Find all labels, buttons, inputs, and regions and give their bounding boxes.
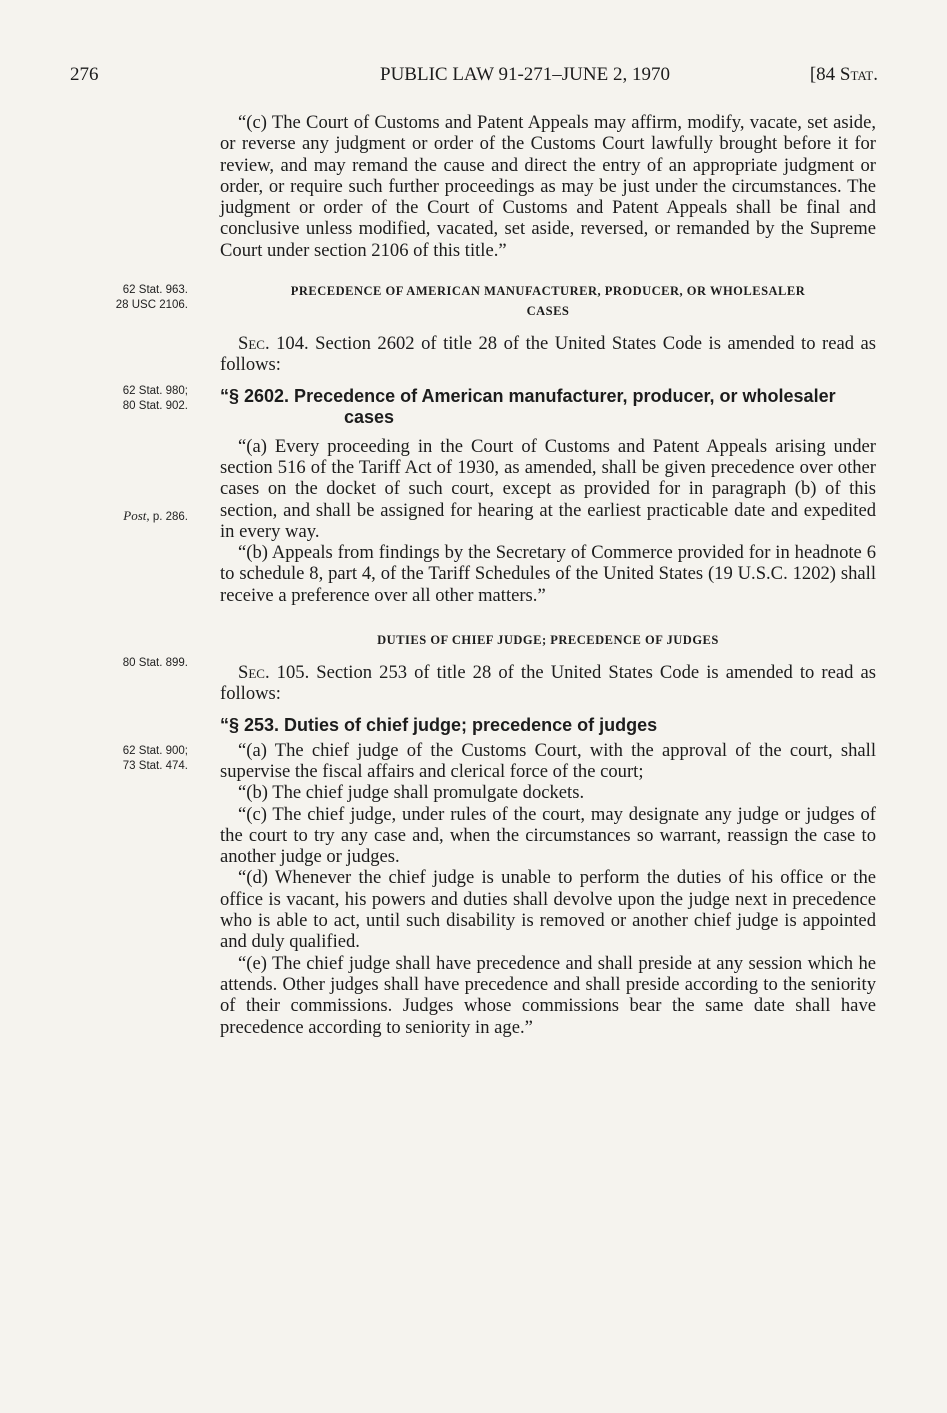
margin-note-5 <box>70 744 188 774</box>
margin-note-line <box>70 508 188 525</box>
spacer <box>220 606 876 630</box>
running-title: PUBLIC LAW 91-271–JUNE 2, 1970 <box>380 64 670 85</box>
section-text: Section 253 of title 28 of the United States Code is amended to read as follows: <box>220 662 876 705</box>
spacer <box>220 376 876 386</box>
margin-note-4 <box>70 656 188 671</box>
margin-note-line: 62 Stat. 900; <box>122 745 188 757</box>
spacer <box>220 705 876 715</box>
volume-suffix: Stat. <box>839 64 878 85</box>
margin-note-line: 80 Stat. 899. <box>122 657 188 669</box>
section-105 <box>220 662 876 705</box>
section-label: Sec. 104. <box>238 333 309 355</box>
margin-note-line: 62 Stat. 980; <box>122 385 188 397</box>
paragraph-253-d: “(d) Whenever the chief judge is unable to perform the duties of his office or the office is vacant, his powers and duties shall devolve upon the judge next in precedence who is able to act, until such disability is removed or another chief judge is appointed and duly qualified. <box>220 867 876 953</box>
page-header <box>70 64 878 94</box>
main-text <box>220 112 876 1038</box>
margin-note-line: 73 Stat. 474. <box>122 760 188 772</box>
margin-note-line: 28 USC 2106. <box>115 299 188 311</box>
paragraph-253-a: “(a) The chief judge of the Customs Court, with the approval of the court, shall supervise the fiscal affairs and clerical force of the court; <box>220 739 876 782</box>
paragraph-253-c: “(c) The chief judge, under rules of the court, may designate any judge or judges of the court to try any case and, when the circumstances so warrant, reassign the case to another judge or judges. <box>220 803 876 868</box>
margin-note-1 <box>70 283 188 313</box>
code-heading-2602: “§ 2602. Precedence of American manufacturer, producer, or wholesaler cases <box>220 385 836 427</box>
margin-note-line: 62 Stat. 963. <box>122 284 188 296</box>
section-heading-duties: DUTIES OF CHIEF JUDGE; PRECEDENCE OF JUDGES <box>377 633 719 648</box>
section-heading-precedence <box>220 281 876 321</box>
section-label: Sec. 105. <box>238 662 310 684</box>
margin-note-line: 80 Stat. 902. <box>122 400 188 412</box>
code-heading-253: “§ 253. Duties of chief judge; precedence of judges <box>220 714 658 735</box>
paragraph-253-b: “(b) The chief judge shall promulgate dockets. <box>238 782 585 804</box>
margin-note-rest: p. 286. <box>149 511 188 523</box>
heading-line: CASES <box>526 304 570 319</box>
spacer <box>220 428 876 436</box>
margin-note-3 <box>70 508 188 525</box>
section-104 <box>220 333 876 376</box>
paragraph-2602-a: “(a) Every proceeding in the Court of Customs and Patent Appeals arising under section 516 of the Tariff Act of 1930, as amended, shall be given precedence over other cases on the docket of such court, except as provided for in paragraph (b) of this section, and shall be assigned for hearing at the earliest practicable date and expedited in every way. <box>220 435 876 542</box>
paragraph-2602-b: “(b) Appeals from findings by the Secretary of Commerce provided for in headnote 6 to schedule 8, part 4, of the Tariff Schedules of the United States (19 U.S.C. 1202) shall receive a preference over all other matters.” <box>220 542 876 606</box>
spacer <box>220 261 876 281</box>
volume-citation <box>810 64 878 86</box>
paragraph-253-e: “(e) The chief judge shall have precedence and shall preside at any session which he attends. Other judges shall have precedence and shall preside according to the seniority of their commissions. Judges whose commissions bear the same date shall have precedence according to seniority in age.” <box>220 952 876 1038</box>
margin-note-2 <box>70 384 188 414</box>
heading-line: PRECEDENCE OF AMERICAN MANUFACTURER, PRODUCER, OR WHOLESALER <box>290 284 806 299</box>
spacer <box>220 321 876 333</box>
volume-prefix: [84 <box>809 64 836 85</box>
page-number: 276 <box>70 64 99 85</box>
spacer <box>220 650 876 662</box>
section-text: Section 2602 of title 28 of the United States Code is amended to read as follows: <box>220 333 876 376</box>
paragraph-c: “(c) The Court of Customs and Patent Appeals may affirm, modify, vacate, set aside, or reverse any judgment or order of the Customs Court lawfully brought before it for review, and may remand the cause and direct the entry of an appropriate judgment or order, or require such further proceedings as may be just under the circumstances. The judgment or order of the Court of Customs and Patent Appeals shall be final and conclusive unless modified, vacated, set aside, reversed, or remanded by the Supreme Court under section 2106 of this title.” <box>220 112 876 261</box>
margin-note-italic: Post, <box>123 508 150 523</box>
